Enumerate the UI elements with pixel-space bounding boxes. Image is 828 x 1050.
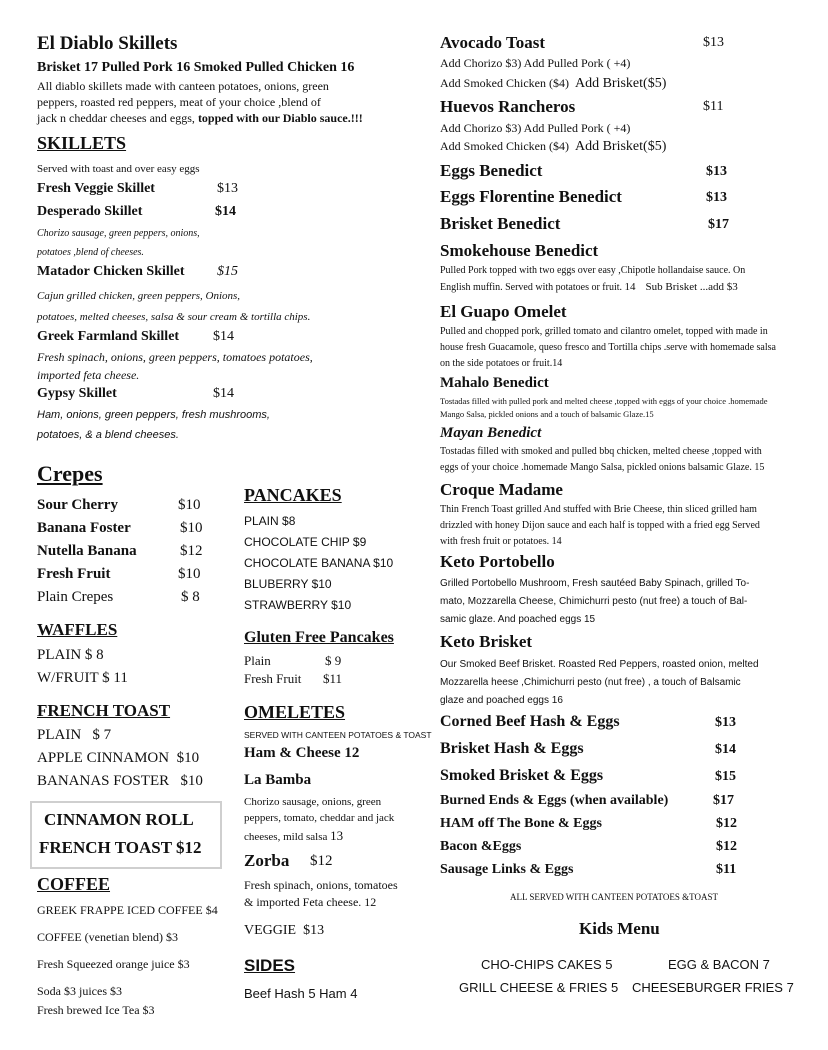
pancake-item: CHOCOLATE BANANA $10 <box>244 556 394 570</box>
dish-addons <box>440 139 666 155</box>
hash-item-name: Burned Ends & Eggs (when available) <box>440 793 669 808</box>
skillet-desc: Chorizo sausage, green peppers, onions, <box>37 228 200 239</box>
dish-desc: Mozzarella heese ,Chimichurri pesto (nut free) , a touch of Balsamic <box>440 677 741 688</box>
skillet-price: $15 <box>217 264 238 279</box>
crepe-name: Sour Cherry <box>37 497 118 513</box>
sides-heading: SIDES <box>244 956 296 975</box>
gluten-free-name: Fresh Fruit <box>244 671 302 686</box>
dish-addon-text: Add Smoked Chicken ($4) <box>440 139 569 153</box>
waffles-heading: WAFFLES <box>37 620 118 639</box>
coffee-item: COFFEE (venetian blend) $3 <box>37 930 178 944</box>
crepe-name: Nutella Banana <box>37 543 137 559</box>
dish-addon-text: Add Brisket($5) <box>574 76 667 91</box>
diablo-desc-1: All diablo skillets made with canteen potatoes, onions, green <box>37 79 329 93</box>
dish-price: $11 <box>703 99 724 114</box>
skillet-name: Desperado Skillet <box>37 204 143 219</box>
kids-item: EGG & BACON 7 <box>668 957 770 972</box>
skillet-desc: imported feta cheese. <box>37 368 140 382</box>
dish-desc <box>440 281 738 293</box>
dish-name: Eggs Florentine Benedict <box>440 187 622 206</box>
omelet-name: VEGGIE <box>244 923 297 938</box>
omelet-desc: Fresh spinach, onions, tomatoes <box>244 878 398 892</box>
omelet-price: $12 <box>310 853 333 869</box>
dish-name: Mahalo Benedict <box>440 375 549 391</box>
diablo-desc-3-plain: jack n cheddar cheeses and eggs, <box>37 111 195 125</box>
hash-item-name: Corned Beef Hash & Eggs <box>440 713 620 730</box>
skillet-name: Matador Chicken Skillet <box>37 264 185 279</box>
omelet-name: La Bamba <box>244 772 312 788</box>
dish-name: Croque Madame <box>440 480 563 499</box>
crepe-price: $ 8 <box>181 589 200 605</box>
skillet-price: $14 <box>213 329 234 344</box>
gluten-free-price: $ 9 <box>325 653 342 668</box>
dish-desc: Tostadas filled with pulled pork and melted cheese ,topped with eggs of your choice .homemade <box>440 396 768 406</box>
coffee-heading: COFFEE <box>37 874 111 894</box>
dish-desc: house fresh Guacamole, queso fresco and Tortilla chips .serve with homemade salsa <box>440 342 776 353</box>
coffee-item: Fresh Squeezed orange juice $3 <box>37 957 190 971</box>
hash-item-price: $13 <box>715 715 736 730</box>
gluten-free-heading: Gluten Free Pancakes <box>244 629 394 646</box>
dish-price: $13 <box>706 190 727 205</box>
skillet-desc: potatoes ,blend of cheeses. <box>37 247 144 258</box>
dish-addon-text: Add Smoked Chicken ($4) <box>440 76 569 90</box>
dish-desc: on the side potatoes or fruit.14 <box>440 358 563 369</box>
kids-item: CHO-CHIPS CAKES 5 <box>481 957 613 972</box>
dish-desc: eggs of your choice .homemade Mango Salsa, pickled onions balsamic Glaze. 15 <box>440 462 765 473</box>
crepe-price: $10 <box>178 566 201 582</box>
french-toast-item <box>37 750 199 767</box>
skillet-desc: Cajun grilled chicken, green peppers, Onions, <box>37 290 241 302</box>
omelet-price: 13 <box>330 828 344 843</box>
dish-desc: glaze and poached eggs 16 <box>440 695 563 706</box>
dish-price: 14 <box>624 281 636 293</box>
dish-desc: mato, Mozzarella Cheese, Chimichurri pesto (nut free) a touch of Bal- <box>440 596 748 607</box>
french-toast-heading: FRENCH TOAST <box>37 701 171 720</box>
dish-name: Keto Portobello <box>440 552 555 571</box>
sides-items: Beef Hash 5 Ham 4 <box>244 986 358 1001</box>
dish-substitute: Sub Brisket ...add $3 <box>645 281 738 293</box>
omeletes-heading: OMELETES <box>244 702 346 722</box>
omeletes-subtitle: SERVED WITH CANTEEN POTATOES & TOAST <box>244 730 432 740</box>
omelet-name: Zorba <box>244 851 290 870</box>
dish-addons: Add Chorizo $3) Add Pulled Pork ( +4) <box>440 121 631 135</box>
pancake-item: BLUBERRY $10 <box>244 577 332 591</box>
omelet-desc: peppers, tomato, cheddar and jack <box>244 812 395 824</box>
french-toast-price: $ 7 <box>92 727 112 743</box>
crepe-price: $12 <box>180 543 203 559</box>
hash-item-name: Sausage Links & Eggs <box>440 862 574 877</box>
omelet-desc: Chorizo sausage, onions, green <box>244 796 382 808</box>
gluten-free-name: Plain <box>244 653 271 668</box>
skillet-name: Greek Farmland Skillet <box>37 329 180 344</box>
dish-desc-text: English muffin. Served with potatoes or fruit. <box>440 282 623 293</box>
kids-menu-heading: Kids Menu <box>579 919 660 938</box>
cinnamon-line-1: CINNAMON ROLL <box>44 810 194 829</box>
pancake-item: PLAIN $8 <box>244 514 296 528</box>
omelet-desc-text: cheeses, mild salsa <box>244 831 328 843</box>
kids-item: CHEESEBURGER FRIES 7 <box>632 980 794 995</box>
dish-name: Keto Brisket <box>440 632 533 651</box>
omelet-ham-cheese: Ham & Cheese 12 <box>244 745 360 761</box>
hash-item-price: $12 <box>716 816 737 831</box>
french-toast-name: PLAIN <box>37 727 82 743</box>
dish-name: El Guapo Omelet <box>440 302 567 321</box>
skillet-desc: Ham, onions, green peppers, fresh mushrooms, <box>37 409 270 421</box>
dish-name: Eggs Benedict <box>440 161 543 180</box>
dish-desc: Our Smoked Beef Brisket. Roasted Red Peppers, roasted onion, melted <box>440 659 759 670</box>
crepe-name: Plain Crepes <box>37 589 114 605</box>
omelet-desc <box>244 828 343 844</box>
omelet-desc: & imported Feta cheese. 12 <box>244 895 377 909</box>
french-toast-name: BANANAS FOSTER <box>37 773 170 789</box>
diablo-title: El Diablo Skillets <box>37 33 178 54</box>
omelet-veggie <box>244 923 324 939</box>
dish-addon-text: Add Brisket($5) <box>574 139 667 154</box>
hash-item-price: $11 <box>716 862 737 877</box>
gluten-free-price: $11 <box>323 671 343 686</box>
dish-price: $17 <box>708 217 729 232</box>
french-toast-name: APPLE CINNAMON <box>37 750 170 766</box>
french-toast-item <box>37 773 203 790</box>
dish-desc: Mango Salsa, pickled onions and a touch of balsamic Glaze.15 <box>440 409 654 419</box>
hash-item-name: Bacon &Eggs <box>440 839 522 854</box>
crepe-price: $10 <box>178 497 201 513</box>
crepe-name: Fresh Fruit <box>37 566 111 582</box>
hash-item-price: $14 <box>715 742 736 757</box>
skillet-price: $13 <box>217 181 238 196</box>
dish-desc: drizzled with honey Dijon sauce and each half is topped with a fried egg Served <box>440 520 760 531</box>
skillet-name: Fresh Veggie Skillet <box>37 181 155 196</box>
dish-desc: samic glaze. And poached eggs 15 <box>440 614 596 625</box>
french-toast-price: $10 <box>176 750 200 766</box>
french-toast-price: $10 <box>180 773 203 789</box>
pancake-item: STRAWBERRY $10 <box>244 598 352 612</box>
dish-desc: Thin French Toast grilled And stuffed with Brie Cheese, thin sliced grilled ham <box>440 504 757 515</box>
skillets-subtitle: Served with toast and over easy eggs <box>37 163 200 175</box>
cinnamon-line-2: FRENCH TOAST $12 <box>39 838 202 857</box>
coffee-item: Soda $3 juices $3 <box>37 984 122 998</box>
dish-desc: Tostadas filled with smoked and pulled bbq chicken, melted cheese ,topped with <box>440 446 762 457</box>
skillet-price: $14 <box>213 386 234 401</box>
crepes-heading: Crepes <box>37 461 103 486</box>
hash-item-price: $17 <box>713 793 734 808</box>
dish-name: Avocado Toast <box>440 33 546 52</box>
crepe-price: $10 <box>180 520 203 536</box>
hash-item-name: HAM off The Bone & Eggs <box>440 816 602 831</box>
dish-desc: Pulled and chopped pork, grilled tomato and cilantro omelet, topped with made in <box>440 326 768 337</box>
hash-item-price: $15 <box>715 769 736 784</box>
pancake-item: CHOCOLATE CHIP $9 <box>244 535 367 549</box>
diablo-desc-2: peppers, roasted red peppers, meat of your choice ,blend of <box>37 95 321 109</box>
french-toast-item <box>37 727 111 744</box>
waffle-item: W/FRUIT $ 11 <box>37 670 128 686</box>
kids-item: GRILL CHEESE & FRIES 5 <box>459 980 619 995</box>
hash-item-name: Smoked Brisket & Eggs <box>440 767 604 784</box>
crepe-name: Banana Foster <box>37 520 131 536</box>
dish-price: $13 <box>706 164 727 179</box>
coffee-item: Fresh brewed Ice Tea $3 <box>37 1003 155 1017</box>
dish-name: Brisket Benedict <box>440 214 561 233</box>
waffle-item: PLAIN $ 8 <box>37 647 104 663</box>
skillet-desc: potatoes, & a blend cheeses. <box>37 429 179 441</box>
dish-addons <box>440 76 666 92</box>
diablo-desc-3 <box>37 111 363 126</box>
diablo-prices: Brisket 17 Pulled Pork 16 Smoked Pulled Chicken 16 <box>37 60 355 75</box>
dish-desc: Pulled Pork topped with two eggs over easy ,Chipotle hollandaise sauce. On <box>440 265 746 276</box>
dish-addons: Add Chorizo $3) Add Pulled Pork ( +4) <box>440 56 631 70</box>
omelet-price: $13 <box>303 923 325 938</box>
coffee-item: GREEK FRAPPE ICED COFFEE $4 <box>37 903 218 917</box>
skillet-desc: potatoes, melted cheeses, salsa & sour cream & tortilla chips. <box>37 311 311 323</box>
skillet-name: Gypsy Skillet <box>37 386 117 401</box>
dish-desc: with fresh fruit or potatoes. 14 <box>440 536 562 547</box>
diablo-desc-3-bold: topped with our Diablo sauce.!!! <box>194 111 363 125</box>
dish-name: Mayan Benedict <box>440 425 542 441</box>
skillet-desc: Fresh spinach, onions, green peppers, tomatoes potatoes, <box>37 350 313 364</box>
hash-item-price: $12 <box>716 839 737 854</box>
dish-price: $13 <box>703 35 724 50</box>
dish-name: Huevos Rancheros <box>440 97 576 116</box>
served-with-note: ALL SERVED WITH CANTEEN POTATOES &TOAST <box>510 892 718 902</box>
skillet-price: $14 <box>215 204 236 219</box>
pancakes-heading: PANCAKES <box>244 485 342 505</box>
skillets-heading: SKILLETS <box>37 133 127 153</box>
dish-name: Smokehouse Benedict <box>440 241 599 260</box>
hash-item-name: Brisket Hash & Eggs <box>440 740 584 757</box>
dish-desc: Grilled Portobello Mushroom, Fresh sautéed Baby Spinach, grilled To- <box>440 578 750 589</box>
